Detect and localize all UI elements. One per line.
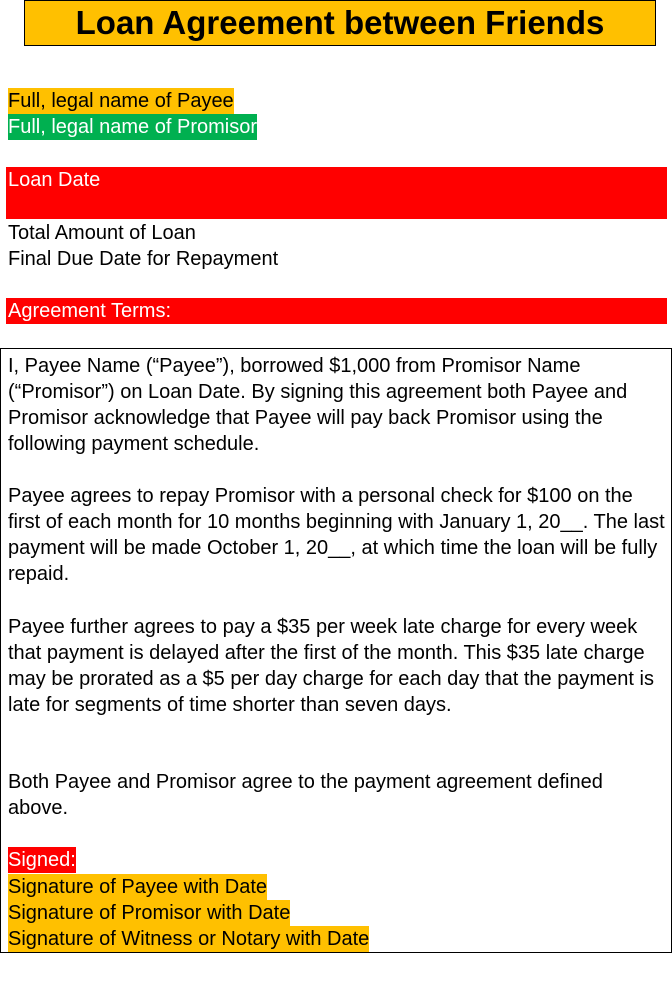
loan-date-label: Loan Date (8, 169, 101, 191)
due-date-label: Final Due Date for Repayment (8, 248, 279, 270)
terms-paragraph-2: Payee agrees to repay Promisor with a personal check for $100 on the first of each month for 10 months beginning with January 1, 20__. The last payment will be made October 1, 20__, at which time the loan will be fully repaid. (8, 485, 665, 585)
promisor-name-label: Full, legal name of Promisor (8, 116, 257, 138)
signed-heading: Signed: (8, 849, 76, 871)
document-title: Loan Agreement between Friends (24, 0, 656, 46)
loan-date-bar (6, 167, 667, 219)
witness-signature-label: Signature of Witness or Notary with Date (8, 928, 370, 950)
signed-row (8, 847, 76, 873)
terms-paragraph-3: Payee further agrees to pay a $35 per week late charge for every week that payment is delayed after the first of the month. This $35 late charge may be prorated as a $5 per day charge for each day that the payment is late for segments of time shorter than seven days. (8, 616, 654, 716)
agreement-terms-heading: Agreement Terms: (8, 300, 172, 322)
witness-signature-row (8, 926, 369, 952)
promisor-signature-row (8, 900, 290, 926)
terms-paragraph-1: I, Payee Name (“Payee”), borrowed $1,000 from Promisor Name (“Promisor”) on Loan Date. By signing this agreement both Payee and Promisor acknowledge that Payee will pay back Promisor using the following payment schedule. (8, 355, 628, 455)
total-amount-label: Total Amount of Loan (8, 222, 196, 244)
promisor-signature-label: Signature of Promisor with Date (8, 902, 291, 924)
payee-signature-label: Signature of Payee with Date (8, 876, 268, 898)
promisor-name-row (8, 114, 257, 140)
terms-paragraph-4: Both Payee and Promisor agree to the payment agreement defined above. (8, 771, 603, 819)
payee-name-label: Full, legal name of Payee (8, 90, 234, 112)
payee-name-row (8, 88, 234, 114)
payee-signature-row (8, 874, 267, 900)
agreement-terms-bar (6, 298, 667, 324)
